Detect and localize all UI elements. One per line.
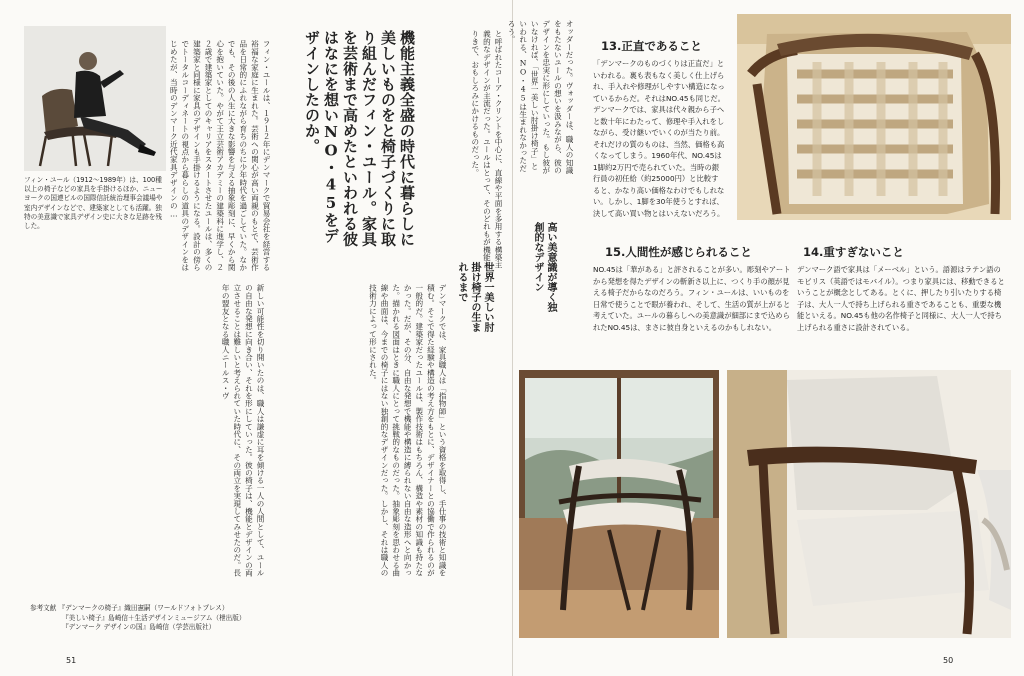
article-title: 機能主義全盛の時代に暮らしに美しいものをと椅子づくりに取り組んだフィン・ユール。家具を芸術まで高めたといわれる彼はなにを想いNO・45をデザインしたのか。 [303, 30, 416, 247]
chair-back-photo [737, 14, 1011, 220]
body-column-2: と呼ばれたコーア・クリントを中心に、直線や平面を多用する構築主義的なデザインが主流だった。ユールはとって、そのどれもが機能ありきで、おもしろみにかけるものだった。 [470, 30, 503, 269]
section-15-heading: 15.人間性が感じられること [605, 245, 752, 259]
reference-item: 参考文献 『デンマークの椅子』織田憲嗣（ワールドフォトプレス） [30, 604, 229, 612]
seated-man-illustration [24, 26, 166, 171]
subhead-world-beautiful-chair: 世界一美しい肘掛け椅子の生まれるまで [456, 262, 493, 332]
body-column-a: オッダーだった。ヴォッダーは、職人の知識をもたないユールの想いを汲みながら、彼のデザインを忠実に形にしていった。もし彼がいなければ、「世界一美しい肘掛け椅子」といわれる、NO・45は生まれなかっただろう。 [507, 20, 574, 174]
photo-caption: フィン・ユール（1912〜1989年）は、100種以上の椅子などの家具を手掛けるほか、ニューヨークの国連ビルの国際信託統治理事会議場や室内デザインなどで、建築家としても活躍。独特の美意識で家具デザイン史に大きな足跡を残した。 [24, 176, 163, 231]
portrait-photo [24, 26, 166, 171]
chair-by-window-illustration [519, 370, 719, 638]
section-15-body: NO.45は「華がある」と評されることが多い。彫刻やアートから発想を得たデザインの斬新さ以上に、つくり手の顔が見える椅子だからなのだろう。フィン・ユールは、いいものを日常で使うことで眼が養われ、そして、生活の質が上がると考えていた。ユールの暮らしへの美意識が細部にまで込められたNO.45は、まさに彼自身といえるのかもしれない。 [593, 265, 791, 332]
body-column-3: デンマークでは、家具職人は「指物師」という資格を取得し、手仕事の技術と知識を積む。そこで得た経験や構造の考え方をもとに、デザイナーとの協働で作られるのが一般的だ。建築家だったユールは、製作技術はもちろん、構造や素材の知識も持たなかった。だが、その分、自由な発想で機能や構造に縛られない自由な造形へと向かった。描かれる図面はときに職人にとって挑戦的なものだった。抽象彫刻を思わせる曲線や曲面は、今までの椅子にはない独創的なデザインだった。しかし、それは職人の技術力によって形にされた。 [368, 284, 447, 577]
section-14-heading: 14.重すぎないこと [803, 245, 904, 259]
body-column-1: フィン・ユールは、１９１２年にデンマークで貿易会社を経営する裕福な家庭に生まれた。芸術への関心が高い両親のもとで、芸術作品を日常的にふれながら育ちのちに少年時代を過ごしていた。なかでも、その後の人生に大きな影響を与える抽象彫刻に、早くから関心を抱いていた。やがて王立芸術アカデミーの建築科に進学し、２２歳で建築家としてのキャリアをスタートさせたユールは、多くの建築家と同様に家具のデザインも手掛けるようになる。設計の傍らでトータルコーディネートの視点から暮らしの道具のデザインをはじめたが、当時のデンマーク近代家具デザインの… [169, 40, 271, 271]
page-number-left: 51 [66, 656, 77, 665]
section-14-body: デンマーク語で家具は「メーベル」という。語源はラテン語のモビリス（英語ではモバイル）。つまり家具には、移動できるということが概念としてある。とくに、押したり引いたりする椅子は、大人一人で持ち上げられる重さであることも、重要な機能といえる。NO.45も他の名作椅子と同様に、大人一人で持ち上げられる重さに設計されている。 [797, 265, 1005, 332]
reference-item: 『デンマーク デザインの国』島崎信（学芸出版社） [62, 623, 216, 632]
section-13-heading: 13.正直であること [601, 39, 702, 53]
references [30, 604, 330, 633]
chair-armrest-illustration [727, 370, 1011, 638]
body-column-4: 新しい可能性を切り開いたのは、職人は謙虚に耳を傾ける一人の人間として、ユールの自由な発想に向き合い、それを形にしていった。彼の椅子は、機能とデザインの両立させることは難しいと考えられていた時代に、その両立を実現してみせたのだ。長年の盟友となる職人ニールス・ヴ [221, 284, 265, 577]
chair-woven-back-illustration [737, 14, 1011, 220]
chair-window-photo [519, 370, 719, 638]
reference-item: 『美しい椅子』島崎信＋生活デザインミュージアム（枻出版） [62, 613, 246, 622]
right-page [507, 0, 1024, 676]
page-number-right: 50 [943, 656, 954, 665]
subhead-aesthetic-design: 高い美意識が導く独創的なデザイン [532, 222, 556, 312]
section-13-body: 「デンマークのものづくりは正直だ」といわれる。裏も表もなく美しく仕上げられ、手入れや修理がしやすい構造になっているからだ。それはNO.45も同じだ。デンマークでは、家具は代々親から子へと数十年にわたって、修理や手入れをしながら、受け継いでいくのが当たり前。それだけの質のものは、当然、価格も高くなってしまう。1960年代、NO.45は1脚約2万円で売られていた。当時の銀行員の初任給（約25000円）と比較すると、かなり高い価格なわけでもしれない。しかし、1脚を30年使うとすれば、決して高い買い物とはいえないだろう。 [593, 59, 725, 218]
chair-armrest-photo [727, 370, 1011, 638]
